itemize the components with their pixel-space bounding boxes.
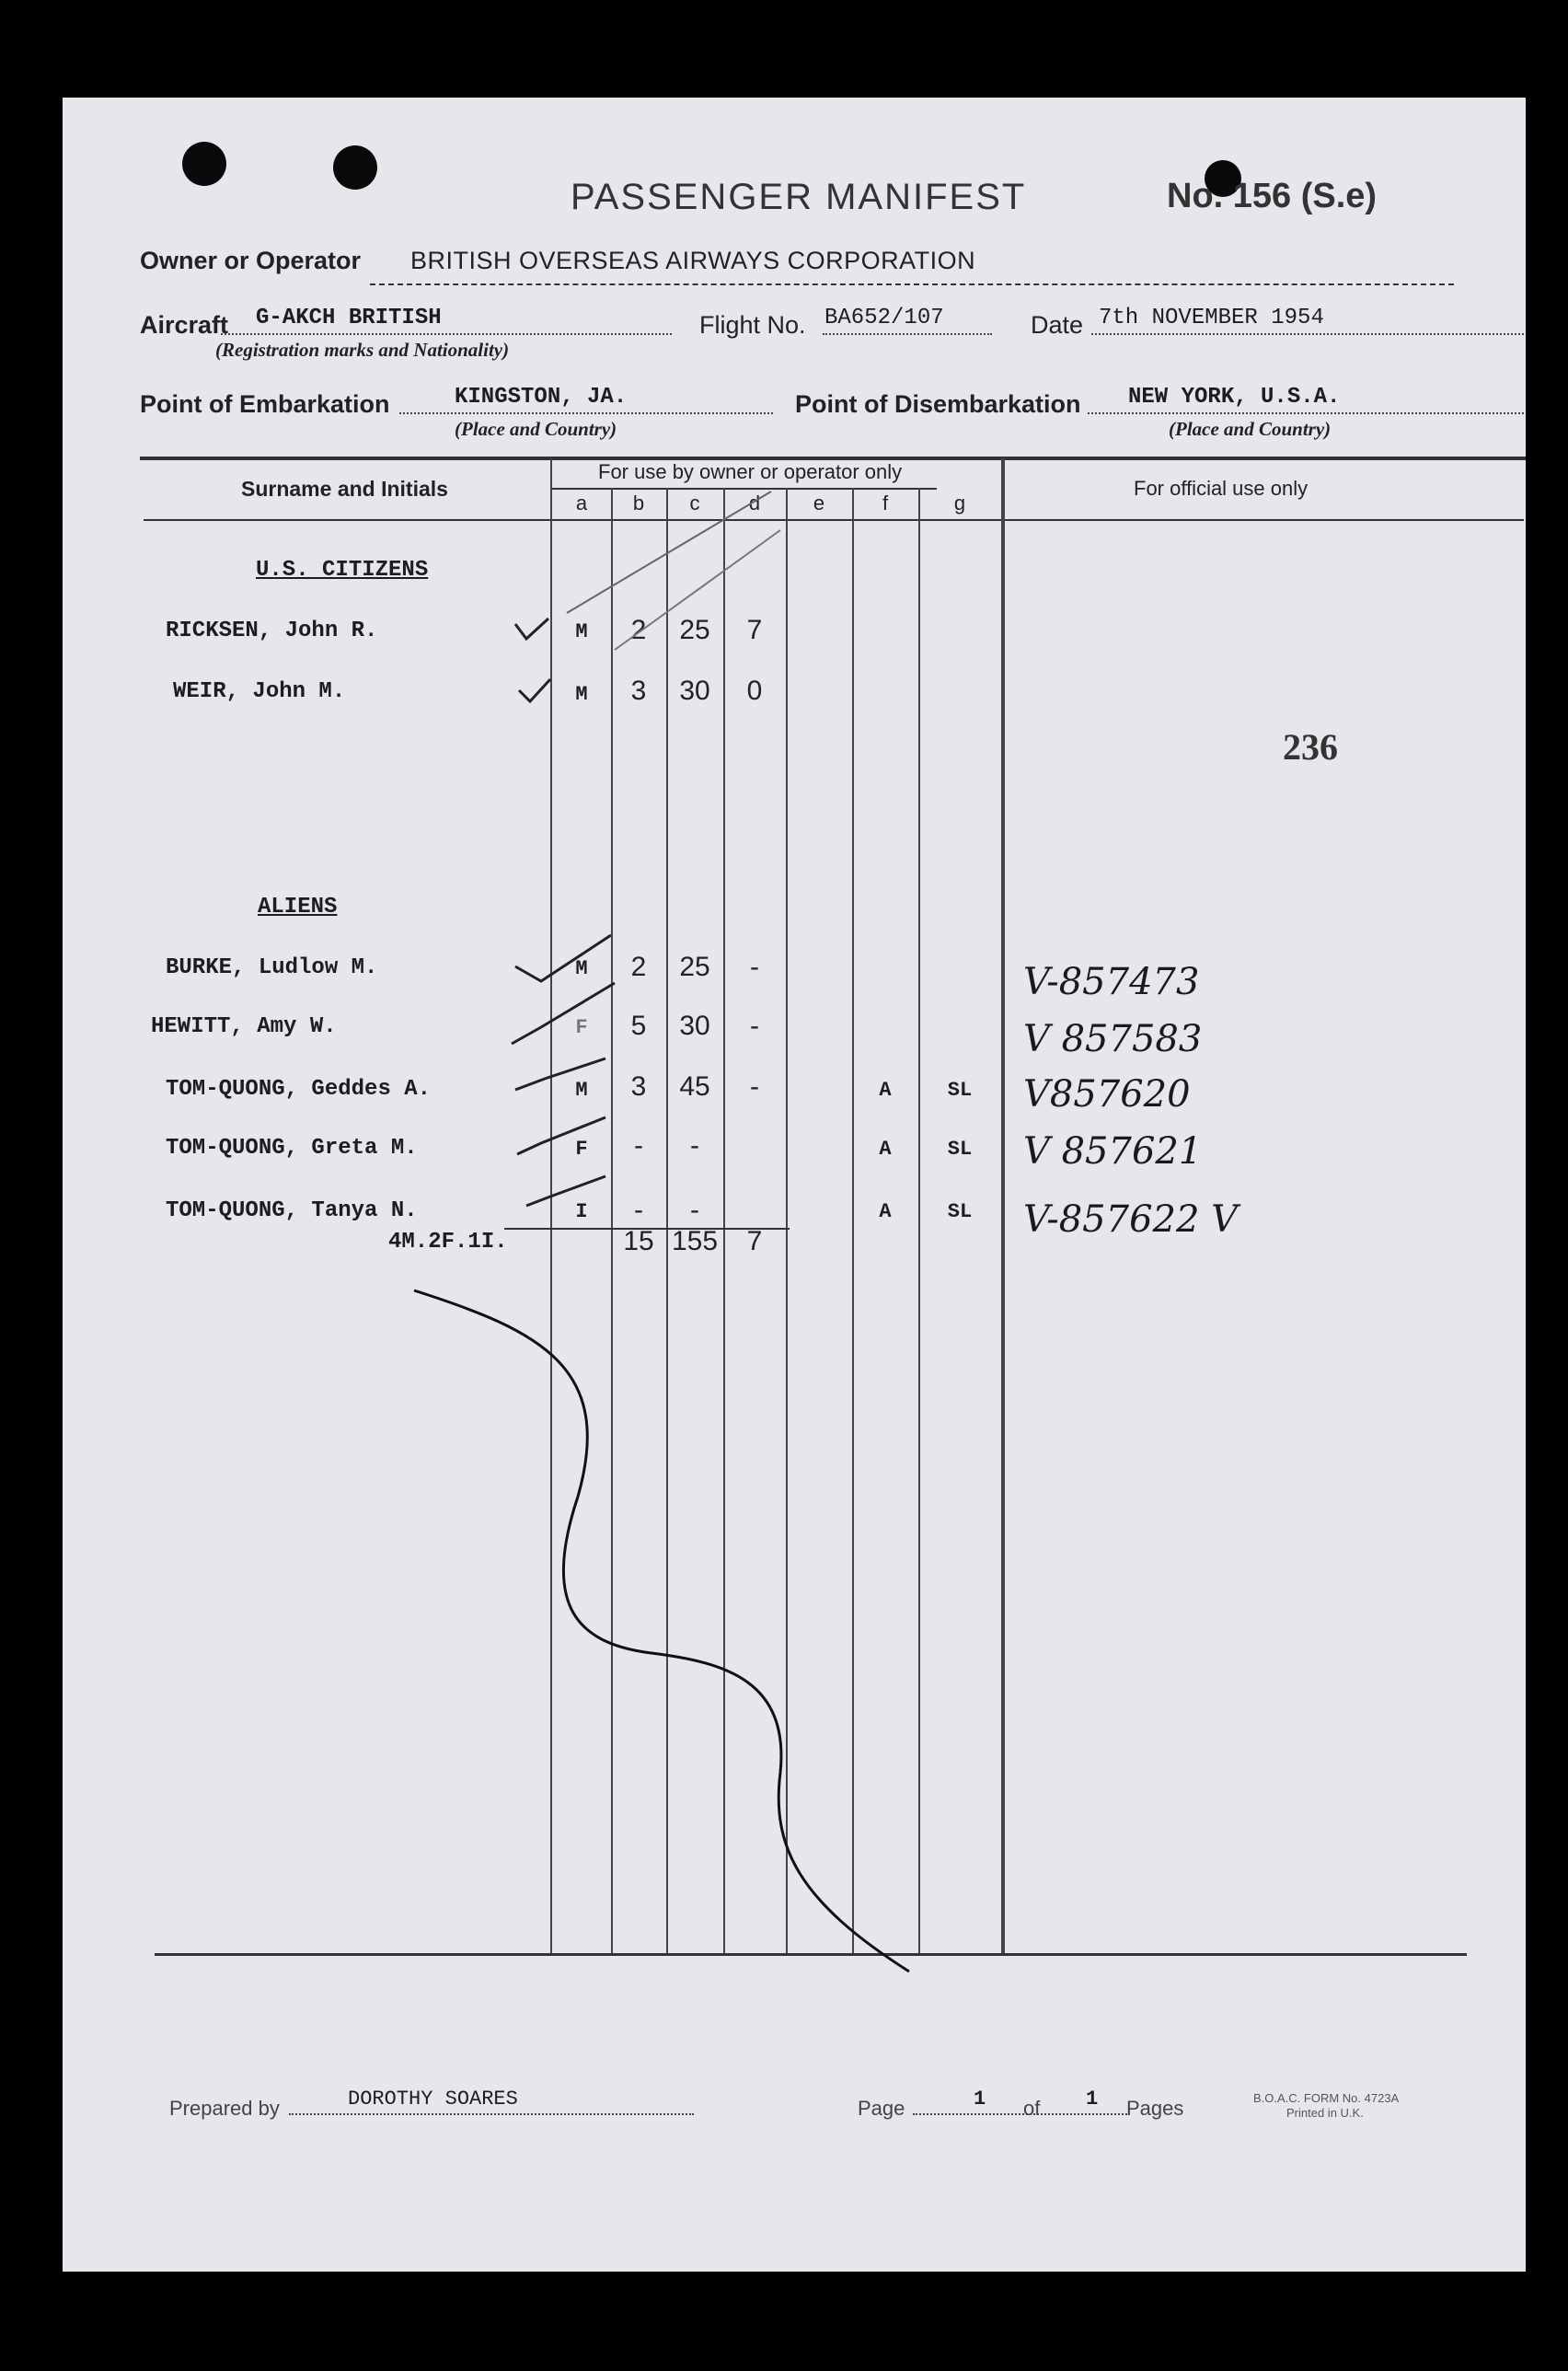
date-value: 7th NOVEMBER 1954 (1099, 306, 1324, 330)
passenger-name: TOM-QUONG, Geddes A. (166, 1077, 432, 1102)
col-owner-use-header: For use by owner or operator only (598, 460, 903, 483)
aircraft-underline (221, 333, 672, 335)
embark-label: Point of Embarkation (140, 390, 390, 418)
cell-d: - (750, 1011, 759, 1041)
aircraft-label: Aircraft (140, 311, 229, 339)
embark-note: (Place and Country) (455, 418, 617, 440)
embark-value: KINGSTON, JA. (455, 385, 628, 410)
table-header-rule (144, 519, 1524, 521)
total-c: 155 (671, 1226, 719, 1256)
cell-a: M (575, 957, 588, 980)
col-divider (723, 488, 725, 1953)
passenger-name: HEWITT, Amy W. (151, 1014, 337, 1039)
cell-c: 30 (679, 1011, 710, 1041)
passenger-name: RICKSEN, John R. (166, 619, 378, 643)
cell-g: SL (947, 1200, 973, 1223)
cell-a: I (575, 1200, 588, 1223)
col-divider (1003, 458, 1005, 1953)
col-surname-header: Surname and Initials (241, 477, 448, 501)
pages-label: Pages (1126, 2097, 1184, 2120)
cell-a: M (575, 620, 588, 643)
embark-underline (399, 412, 773, 414)
cell-c: 25 (679, 615, 710, 645)
cell-c: 30 (679, 676, 710, 706)
aircraft-value: G-AKCH BRITISH (256, 306, 442, 330)
subheader-rule (550, 488, 937, 490)
of-label: of (1023, 2097, 1041, 2120)
official-visa-number: V-857622 V (1023, 1198, 1239, 1241)
check-mark (515, 619, 548, 639)
sub-col-f: f (882, 492, 889, 515)
cell-f: A (879, 1138, 892, 1161)
flight-value: BA652/107 (824, 306, 944, 330)
disembark-note: (Place and Country) (1169, 418, 1332, 440)
cell-a: F (575, 1138, 588, 1161)
cell-b: - (634, 1130, 643, 1161)
aircraft-note: (Registration marks and Nationality) (215, 339, 510, 361)
cell-b: - (634, 1195, 643, 1225)
cell-b: 2 (630, 952, 647, 982)
cell-c: - (690, 1195, 699, 1225)
cell-b: 2 (630, 615, 647, 645)
cell-c: 45 (679, 1071, 710, 1102)
passenger-name: TOM-QUONG, Tanya N. (166, 1198, 418, 1223)
sub-col-c: c (689, 492, 700, 515)
total-d: 7 (746, 1226, 763, 1256)
flight-label: Flight No. (699, 311, 806, 339)
official-visa-number: V 857621 (1023, 1130, 1203, 1173)
cell-b: 3 (630, 1071, 647, 1102)
section-aliens: ALIENS (258, 895, 338, 919)
punch-hole (182, 142, 226, 186)
official-stamp-number: 236 (1283, 726, 1338, 768)
manifest-number: No. 156 (S.e) (1167, 177, 1378, 215)
cell-f: A (879, 1079, 892, 1102)
owner-underline (370, 283, 1454, 285)
cell-d: 7 (746, 615, 763, 645)
official-visa-number: V 857583 (1023, 1018, 1203, 1060)
of-value: 1 (1086, 2088, 1099, 2111)
cell-c: - (690, 1130, 699, 1161)
cell-c: 25 (679, 952, 710, 982)
page-label: Page (858, 2097, 905, 2120)
official-visa-number: V857620 (1023, 1073, 1191, 1116)
date-label: Date (1031, 311, 1084, 339)
prepared-value: DOROTHY SOARES (348, 2088, 518, 2111)
page-underline (913, 2113, 1130, 2115)
page-value: 1 (974, 2088, 986, 2111)
cell-a: F (575, 1016, 588, 1039)
disembark-underline (1088, 412, 1524, 414)
passenger-name: TOM-QUONG, Greta M. (166, 1136, 418, 1161)
cell-b: 3 (630, 676, 647, 706)
manifest-page (63, 98, 1526, 2272)
owner-value: BRITISH OVERSEAS AIRWAYS CORPORATION (410, 247, 976, 274)
sub-col-e: e (813, 492, 825, 515)
prepared-label: Prepared by (169, 2097, 280, 2120)
date-underline (1091, 333, 1524, 335)
cell-g: SL (947, 1138, 973, 1161)
sub-col-b: b (632, 492, 645, 515)
sub-col-a: a (575, 492, 588, 515)
manifest-title: PASSENGER MANIFEST (571, 177, 1027, 217)
col-divider (786, 488, 788, 1953)
cell-a: M (575, 683, 588, 706)
passenger-name: WEIR, John M. (173, 679, 346, 704)
cell-f: A (879, 1200, 892, 1223)
check-mark (519, 679, 550, 701)
official-visa-number: V-857473 (1023, 961, 1200, 1003)
disembark-label: Point of Disembarkation (795, 390, 1081, 418)
sub-col-d: d (748, 492, 761, 515)
punch-hole (333, 145, 377, 190)
cell-d: 0 (746, 676, 763, 706)
prepared-underline (289, 2113, 694, 2115)
section-us-citizens: U.S. CITIZENS (256, 558, 429, 583)
disembark-value: NEW YORK, U.S.A. (1128, 385, 1341, 410)
passenger-name: BURKE, Ludlow M. (166, 955, 378, 980)
cell-b: 5 (630, 1011, 647, 1041)
owner-label: Owner or Operator (140, 247, 362, 274)
sub-col-g: g (953, 492, 966, 515)
signature-squiggle (414, 1290, 909, 1972)
cell-d: - (750, 952, 759, 982)
cell-g: SL (947, 1079, 973, 1102)
totals-label: 4M.2F.1I. (388, 1230, 508, 1255)
col-official-header: For official use only (1134, 477, 1309, 500)
total-b: 15 (623, 1226, 654, 1256)
form-number: B.O.A.C. FORM No. 4723A (1253, 2091, 1400, 2105)
printed-note: Printed in U.K. (1286, 2106, 1364, 2120)
cell-d: - (750, 1071, 759, 1102)
flight-underline (823, 333, 992, 335)
cell-a: M (575, 1079, 588, 1102)
table-bottom-rule (155, 1953, 1467, 1956)
